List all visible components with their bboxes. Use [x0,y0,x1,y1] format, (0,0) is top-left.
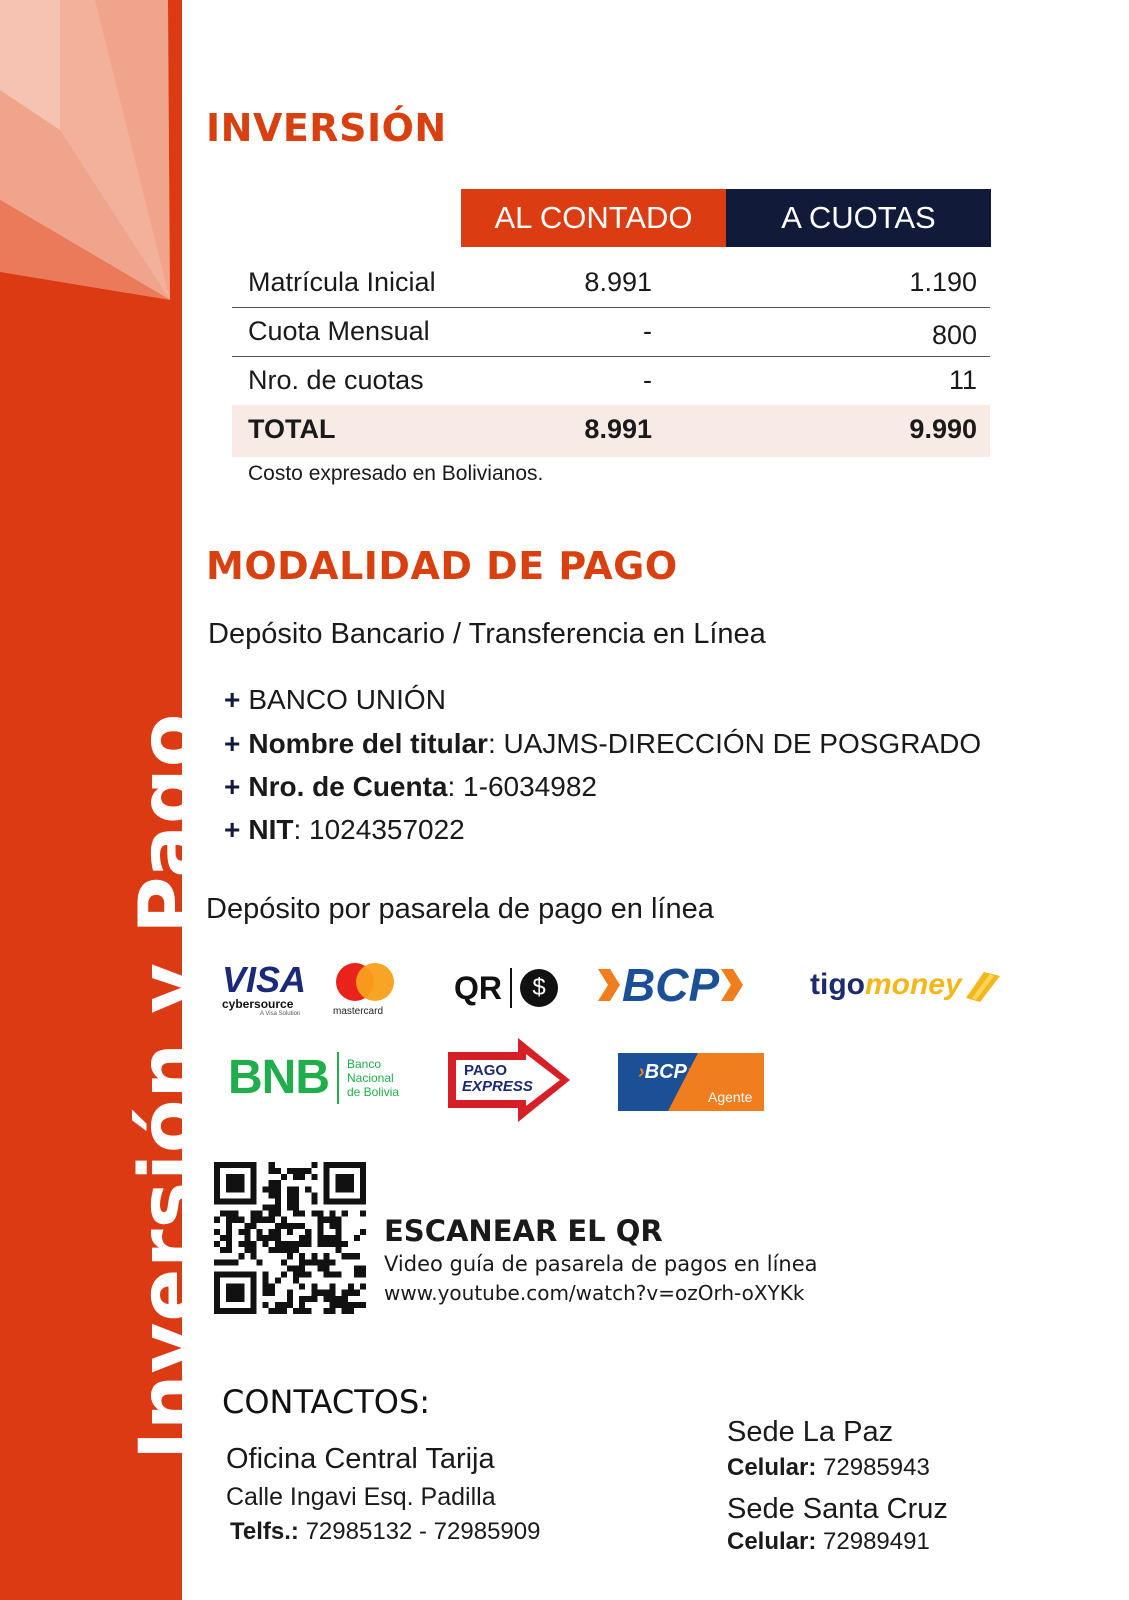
plus-icon: + [224,684,241,715]
tigo-money-logo [810,968,1002,1002]
row-contado: 8.991 [584,267,652,297]
sidebar [0,0,214,1600]
office-address: Calle Ingavi Esq. Padilla [226,1483,496,1511]
bcp-agente-brand-text: BCP [644,1061,687,1083]
total-contado: 8.991 [584,414,652,444]
sede-santa-cruz-name: Sede Santa Cruz [727,1493,948,1525]
row-cuotas: 800 [931,320,977,350]
column-header-contado: AL CONTADO [461,189,726,247]
total-cuotas: 9.990 [909,414,977,444]
dollar-icon: $ [520,969,558,1007]
account-label: Nro. de Cuenta [248,771,448,802]
qr-url-link[interactable]: www.youtube.com/watch?v=ozOrh-oXYKk [384,1281,805,1305]
bnb-logo [228,1050,399,1105]
row-label: Matrícula Inicial [248,267,436,297]
plus-icon: + [224,771,241,802]
qr-payment-logo [454,968,558,1008]
bcp-chevron-icon [596,965,622,1005]
cybersource-text: cybersource [222,997,294,1011]
bnb-line3: de Bolivia [347,1084,400,1099]
visa-text: VISA [222,959,307,1000]
qr-text: QR [454,969,502,1006]
table-note: Costo expresado en Bolivianos. [248,462,544,485]
office-name: Oficina Central Tarija [226,1443,495,1475]
bnb-line1: Banco [347,1056,382,1071]
sede-santa-cruz-phone [727,1528,930,1556]
money-text: money [864,968,962,1001]
qr-code-image[interactable] [214,1162,366,1314]
sede-la-paz-phone [727,1454,930,1482]
bnb-line2: Nacional [347,1070,394,1085]
row-label: Nro. de cuotas [248,365,424,395]
visa-cybersource-logo [222,959,307,1017]
nit-label: NIT [248,814,294,845]
pago-text: PAGO [464,1062,508,1079]
decorative-facets [0,0,182,320]
sede-santa-cruz-value: 72989491 [816,1528,930,1555]
row-contado: - [643,365,652,395]
bcp-text: BCP [622,959,720,1011]
office-phones [230,1518,540,1546]
column-header-cuotas: A CUOTAS [726,189,991,247]
row-cuotas: 1.190 [909,267,977,297]
table-row [232,308,990,357]
table-row [232,259,990,308]
gateway-title: Depósito por pasarela de pago en línea [206,893,714,925]
holder-line [224,728,981,760]
table-total-row [232,405,990,457]
qr-title: ESCANEAR EL QR [384,1214,663,1248]
phones-label: Telfs.: [230,1518,299,1545]
deposit-title: Depósito Bancario / Transferencia en Línea [208,618,766,650]
sede-la-paz-label: Celular: [727,1454,817,1481]
mastercard-circles-icon [333,962,397,1002]
holder-label: Nombre del titular [248,728,488,759]
table-row [232,357,990,405]
contacts-title: CONTACTOS: [222,1383,431,1421]
pago-heading: MODALIDAD DE PAGO [206,544,678,588]
nit-value: : 1024357022 [293,814,465,845]
visa-solution-text: A Visa Solution [260,1011,301,1017]
bcp-chevron-icon [719,965,745,1005]
tigo-wing-icon [962,968,1002,1002]
bnb-divider [337,1052,339,1104]
row-contado: - [643,316,652,346]
tigo-text: tigo [810,968,865,1001]
phones-value: 72985132 - 72985909 [298,1518,541,1545]
bcp-logo [596,959,745,1011]
account-line [224,771,597,803]
bank-name: BANCO UNIÓN [248,684,446,715]
account-value: : 1-6034982 [447,771,597,802]
price-table [232,189,990,457]
inversion-heading: INVERSIÓN [206,106,447,150]
row-cuotas: 11 [948,365,977,395]
nit-line [224,814,465,846]
express-text: EXPRESS [462,1078,533,1095]
mastercard-logo [333,962,403,1017]
bcp-agente-logo [618,1053,764,1111]
agente-text: Agente [708,1089,753,1105]
bank-name-line [224,684,446,716]
plus-icon: + [224,728,241,759]
sidebar-title: Inversión y Pago [124,712,214,1460]
table-header [232,189,990,247]
row-label: Cuota Mensual [248,316,430,346]
mastercard-text: mastercard [333,1006,384,1017]
bcp-agente-brand: ›BCP› [638,1061,694,1083]
holder-value: : UAJMS-DIRECCIÓN DE POSGRADO [487,728,982,759]
qr-divider [510,968,512,1008]
total-label: TOTAL [248,414,336,444]
bnb-text: BNB [228,1051,329,1104]
plus-icon: + [224,814,241,845]
bnb-subtitle [347,1057,399,1099]
sede-la-paz-value: 72985943 [816,1454,930,1481]
qr-subtitle: Video guía de pasarela de pagos en línea [384,1252,818,1276]
sede-la-paz-name: Sede La Paz [727,1416,894,1448]
sede-santa-cruz-label: Celular: [727,1528,817,1555]
